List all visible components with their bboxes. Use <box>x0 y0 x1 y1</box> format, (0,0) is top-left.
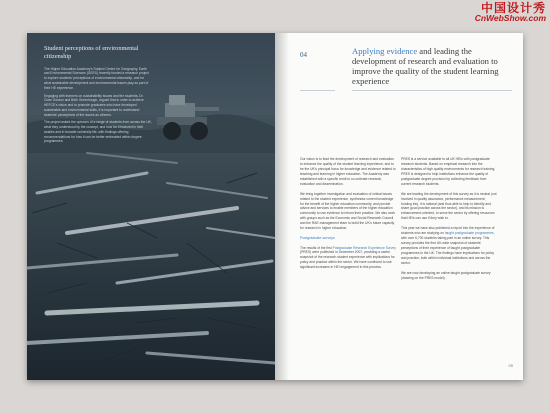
body-paragraph: We are leading the development of this survey as it is neutral (not involved in quality assurance, performance measurement, funding etc), it is rational (and thus able to help to identify and share good practice across the sector), and its mission is enhancement-oriented, to serve the sector by offering resources that HEIs can use if they wish to. <box>401 191 497 221</box>
page-heading <box>352 47 512 87</box>
text-column-1 <box>300 157 396 275</box>
left-paragraph: The project asked the opinions of a range of students from across the UK, what they understood by the concept, and how far it featured in their studies and in broader university life, with findings offering recommendations for how it can be better embedded within degree programmes. <box>44 120 152 144</box>
body-paragraph: PRES is a service available to all UK HEIs with postgraduate research students. Based on empirical research into the characteristics of high quality environments for research training, PRES is designed to help institutions enhance the quality of postgraduate degree provision by collecting feedback from current research students. <box>401 157 496 186</box>
text-run: (PRES) were published in December 2007, providing a useful snapshot of the research student experience with implications for policy and practice within the sector. We have continued to use significant increases in HEI engagement in this process. <box>300 250 395 270</box>
left-text-block <box>44 45 152 147</box>
left-page <box>27 33 275 380</box>
watermark <box>475 2 546 23</box>
body-paragraph: We bring together investigation and evaluation of critical issues related to the student experience, synthesise current knowledge for the benefit of the higher education community, and provide advice and services to enable members of the higher education community to use evidence to inform their practice. We also work with groups such as the Economic and Social Research Council and the RAE management team to build the UK's future capacity for research in higher education. <box>300 191 396 231</box>
page-number: 04 <box>300 51 307 59</box>
taught-programmes-link[interactable]: taught postgraduate programmes <box>444 231 494 236</box>
divider-rule <box>300 90 335 91</box>
body-paragraph: Our vision is to lead the development of research and evaluation to enhance the quality of the student learning experience, and to be the UK's principal focus for knowledge and evidence related to teaching and learning in higher education. The Academy was established with a specific remit to co-ordinate research, evaluation and dissemination. <box>300 157 396 186</box>
left-paragraph: Engaging with learners on sustainability issues and the students, Dr. Clare Gordon and Beth Greenhough, argued that in order to achieve HEFCE's vision and to promote graduates who have developed sustainable and environmental skills, it is important to understand students' perceptions of the issues as citizens. <box>44 93 144 117</box>
folio: 05 <box>508 363 513 368</box>
right-page <box>275 33 523 380</box>
body-paragraph <box>300 246 396 271</box>
body-paragraph: We are now developing an online taught postgraduate survey (drawing on the PRES model). <box>401 270 491 280</box>
pres-link[interactable]: Postgraduate Research Experience Survey <box>332 245 396 250</box>
watermark-url: CnWebShow.com <box>474 13 546 23</box>
text-run: This year we have also published a report into the experience of students who are studying on <box>401 226 495 236</box>
gutter-shadow <box>275 33 289 380</box>
left-title: Student perceptions of environmental citizenship <box>44 45 139 60</box>
subheading: Postgraduate surveys <box>300 236 335 241</box>
body-paragraph <box>401 226 497 266</box>
left-paragraph: The Higher Education Academy's Subject Centre for Geography, Earth and Environmental Sciences (GEES) recently funded a research project to explore students' perceptions of environmental citizenship, and for what sustainable development and environmental issues play as part of their HE experience. <box>44 66 149 90</box>
heading-accent: Applying evidence <box>352 46 418 56</box>
text-run: The results of the first <box>300 245 333 250</box>
heading-rest: and leading the development of research and evaluation to improve the quality of the student learning experience <box>352 46 499 86</box>
text-run: , with over 6,700 students taking part in an online survey. This survey provides the first UK-wide snapshot of students' perceptions of their experience of taught postgraduate programmes in the UK. The findings have implications for policy and practice, both within individual institutions and across the sector. <box>401 231 495 265</box>
brochure-spread <box>27 33 523 380</box>
text-column-2 <box>401 157 497 286</box>
divider-rule <box>352 90 512 91</box>
watermark-chinese: 中国设计秀 <box>480 1 546 15</box>
